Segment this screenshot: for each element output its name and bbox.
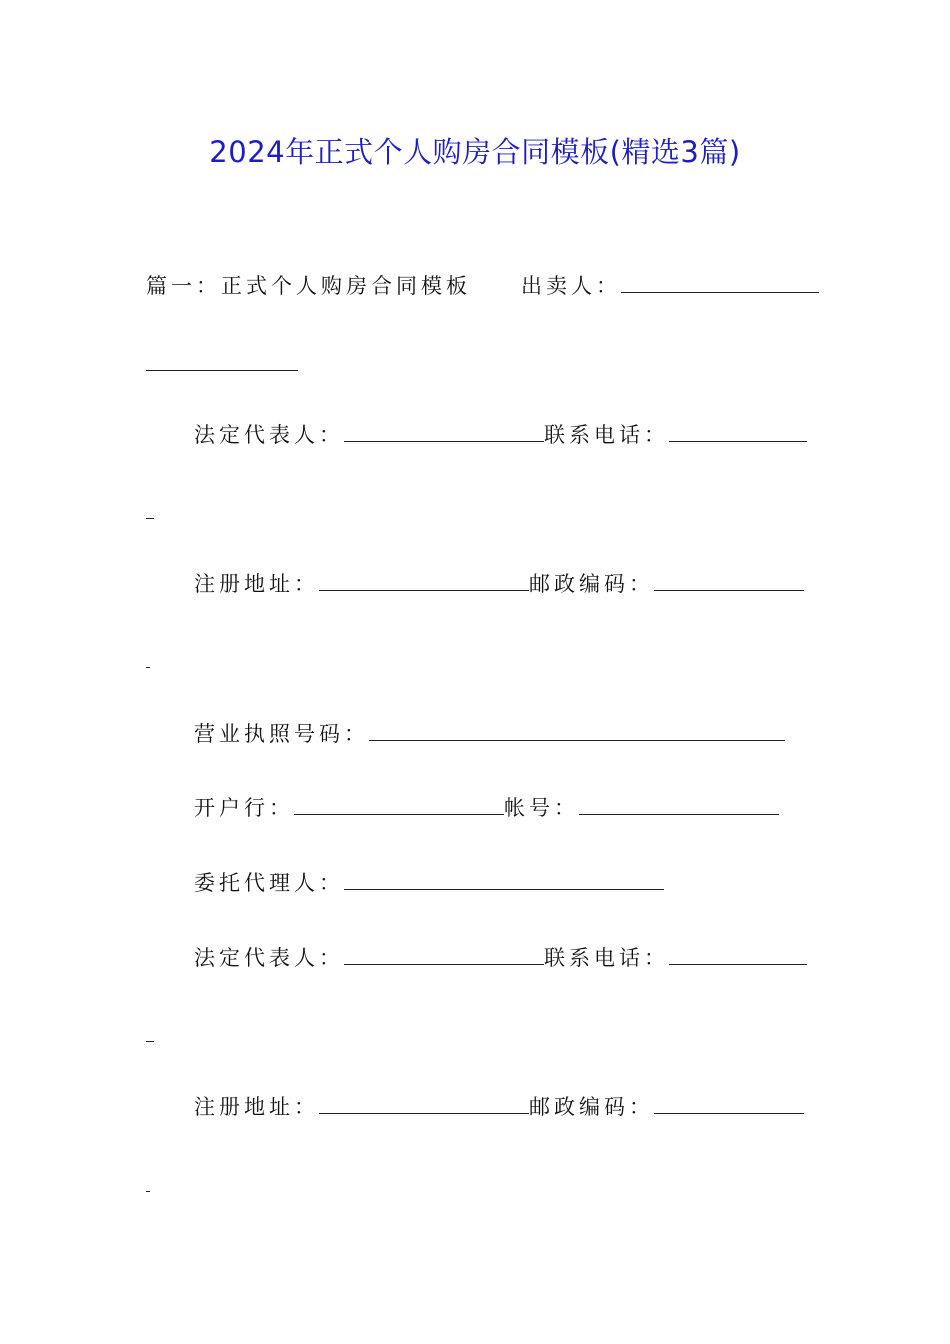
- legal-rep-blank[interactable]: [344, 946, 544, 965]
- phone-blank[interactable]: [669, 946, 807, 965]
- account-blank[interactable]: [579, 796, 779, 815]
- license-line: [194, 720, 785, 748]
- phone-blank[interactable]: [669, 423, 807, 442]
- postcode-blank[interactable]: [654, 572, 804, 591]
- address-line-2: [194, 1093, 804, 1121]
- phone-label: 联系电话：: [544, 946, 669, 970]
- legal-rep-line-2: [194, 944, 807, 972]
- license-label: 营业执照号码：: [194, 722, 369, 746]
- postcode-label: 邮政编码：: [529, 1095, 654, 1119]
- postcode-label: 邮政编码：: [529, 572, 654, 596]
- postcode-blank-continuation: [146, 1191, 150, 1192]
- bank-label: 开户行：: [194, 796, 294, 820]
- address-label: 注册地址：: [194, 572, 319, 596]
- legal-rep-label: 法定代表人：: [194, 423, 344, 447]
- license-blank[interactable]: [369, 722, 785, 741]
- address-label: 注册地址：: [194, 1095, 319, 1119]
- postcode-blank-continuation: [146, 667, 150, 668]
- postcode-blank[interactable]: [654, 1095, 804, 1114]
- phone-label: 联系电话：: [544, 423, 669, 447]
- phone-blank-continuation: [146, 518, 154, 519]
- legal-rep-blank[interactable]: [344, 423, 544, 442]
- agent-line: [194, 869, 664, 897]
- agent-blank[interactable]: [344, 871, 664, 890]
- seller-blank-continuation: [146, 370, 298, 371]
- legal-rep-label: 法定代表人：: [194, 946, 344, 970]
- document-title: 2024年正式个人购房合同模板(精选3篇): [209, 135, 741, 169]
- bank-blank[interactable]: [294, 796, 504, 815]
- account-label: 帐号：: [504, 796, 579, 820]
- agent-label: 委托代理人：: [194, 871, 344, 895]
- section-heading: 篇一：正式个人购房合同模板: [146, 274, 471, 298]
- address-line-1: [194, 570, 804, 598]
- seller-line: [146, 272, 819, 300]
- phone-blank-continuation: [146, 1041, 154, 1042]
- seller-label: 出卖人：: [521, 274, 621, 298]
- address-blank[interactable]: [319, 572, 529, 591]
- bank-line: [194, 794, 779, 822]
- address-blank[interactable]: [319, 1095, 529, 1114]
- seller-blank[interactable]: [621, 274, 819, 293]
- legal-rep-line-1: [194, 421, 807, 449]
